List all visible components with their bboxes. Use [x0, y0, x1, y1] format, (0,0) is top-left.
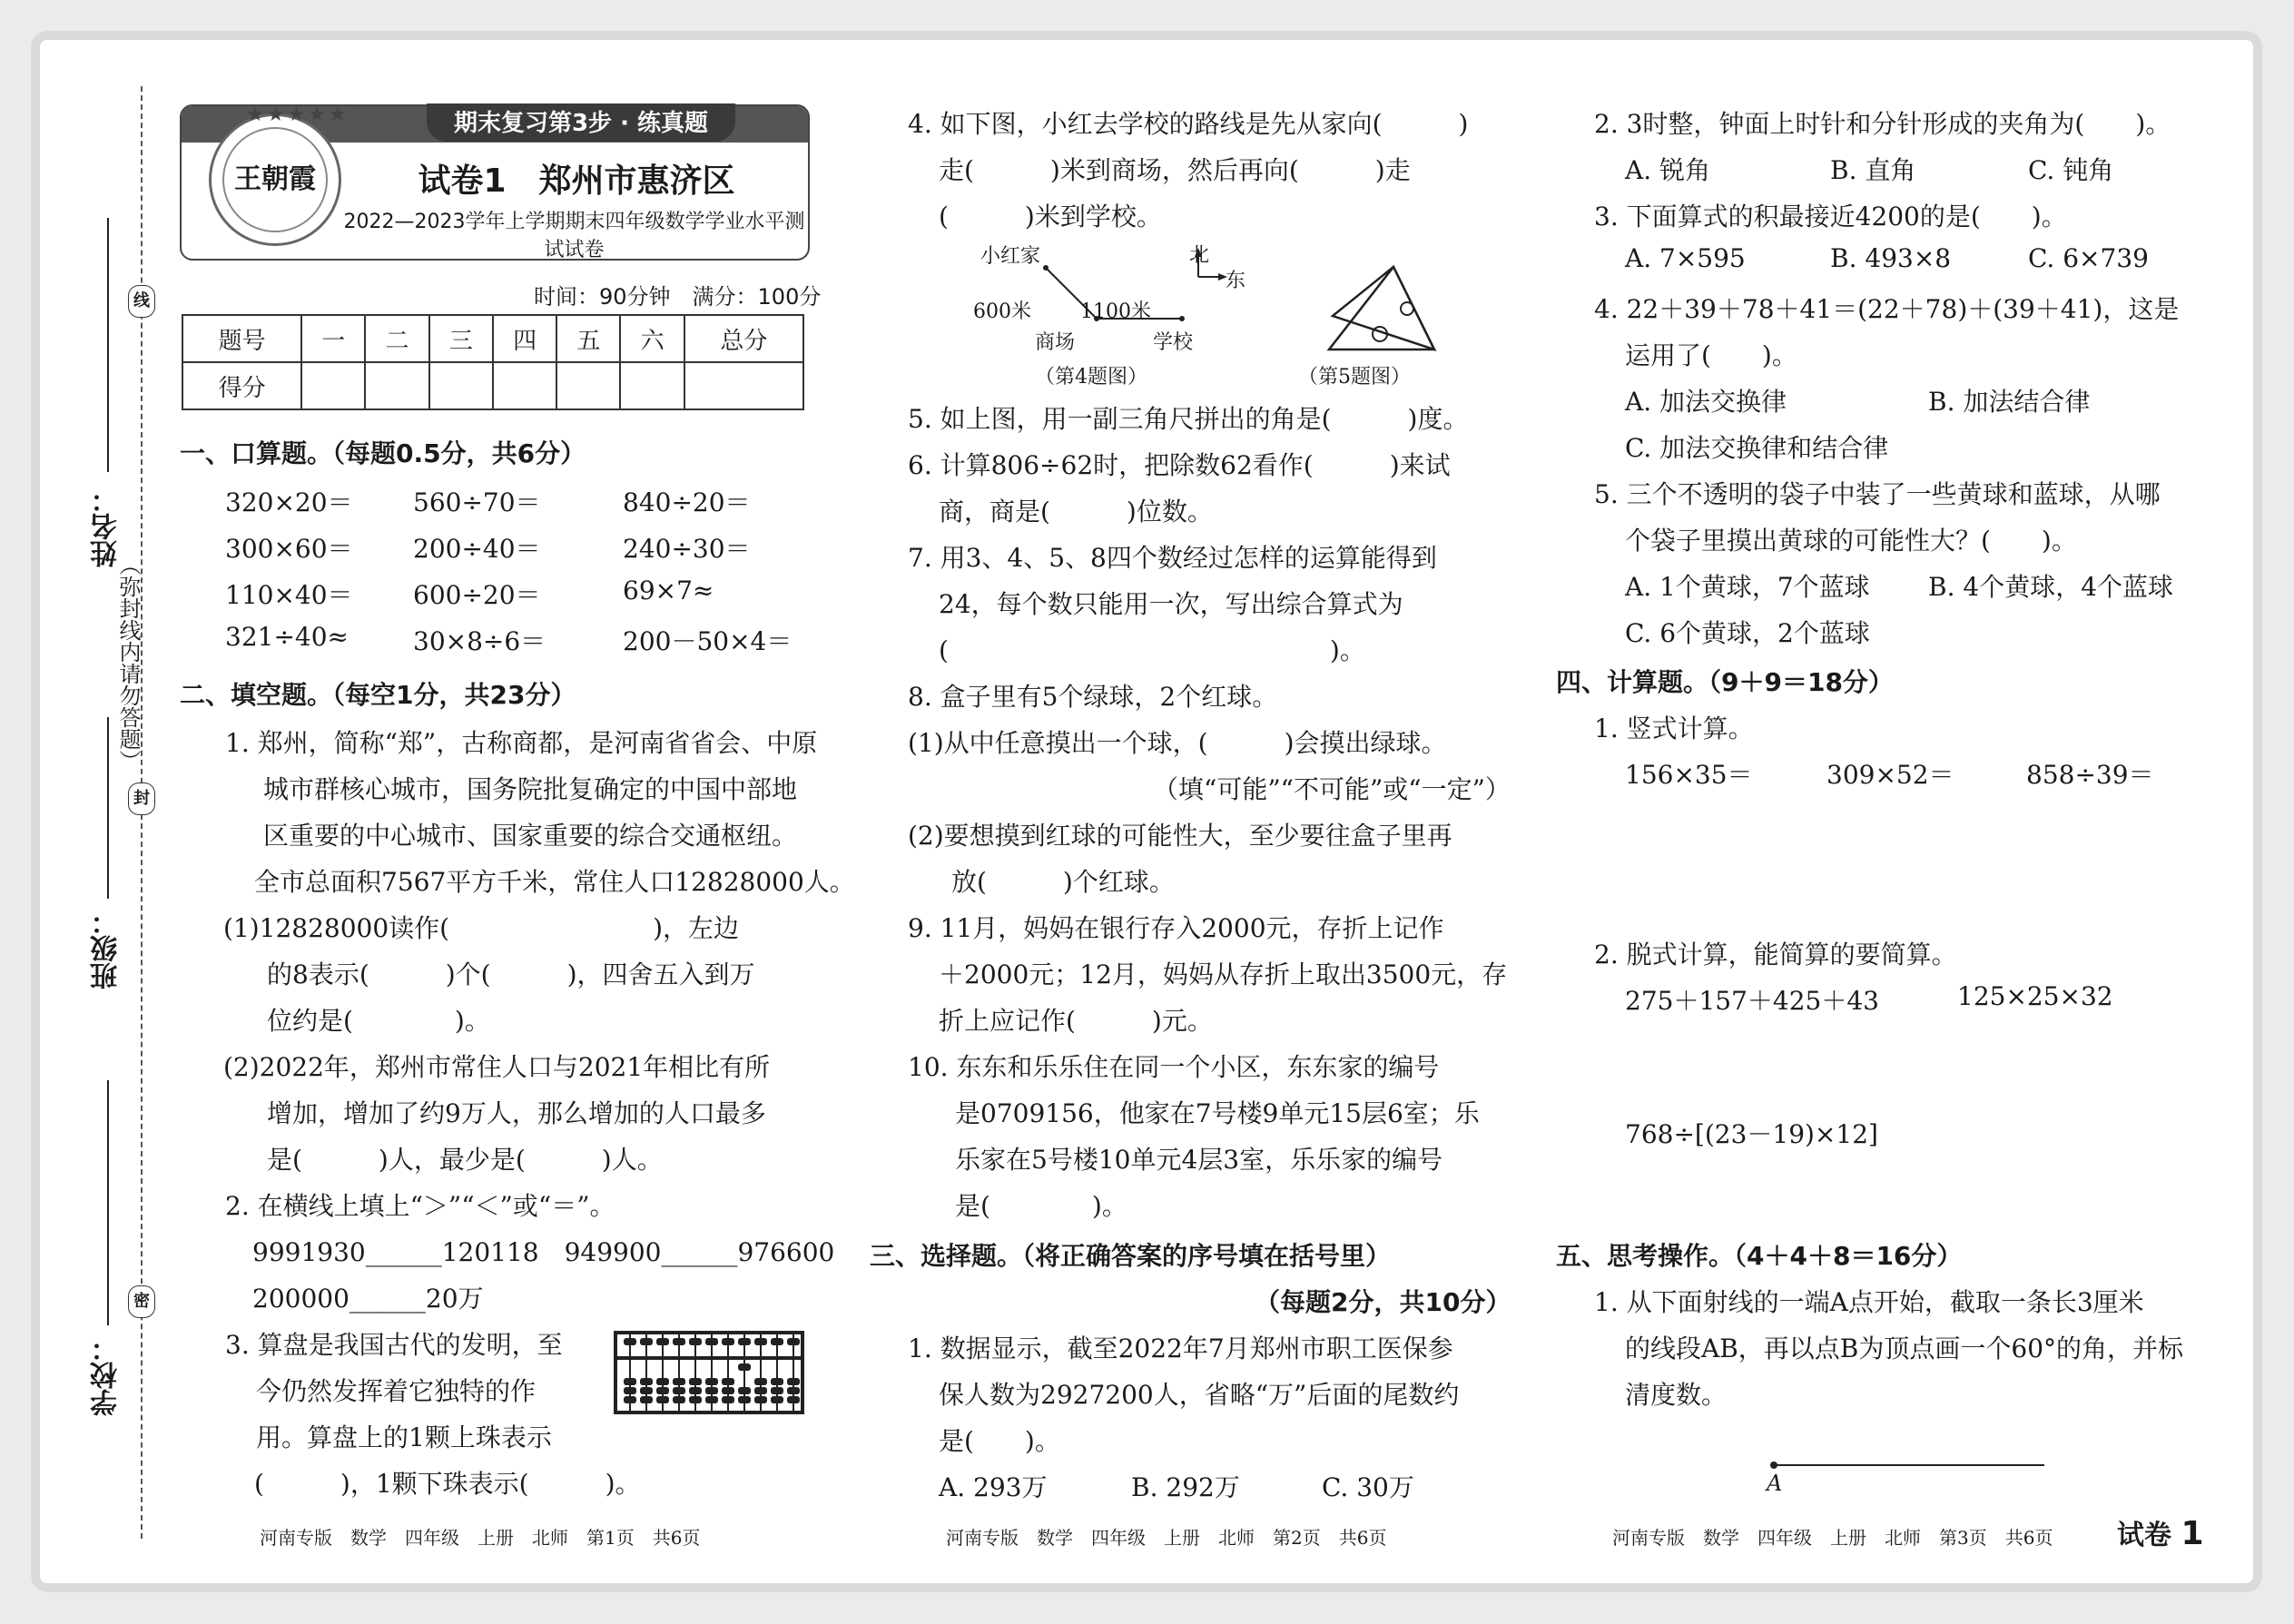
oral-item: 600÷20＝ — [413, 580, 541, 610]
name-blank[interactable] — [107, 218, 109, 472]
calc-item: 275＋157＋425＋43 — [1625, 986, 1879, 1016]
question-text: 城市群核心城市，国务院批复确定的中国中部地 — [263, 774, 798, 804]
question-text: 9. 11月，妈妈在银行存入2000元，存折上记作 — [908, 913, 1444, 943]
time-info: 时间：90分钟 满分：100分 — [534, 284, 822, 310]
choice-option: A. 7×595 — [1625, 243, 1746, 273]
question-text: 区重要的中心城市、国家重要的综合交通枢纽。 — [263, 821, 798, 851]
question-text: 1. 从下面射线的一端A点开始，截取一条长3厘米 — [1594, 1287, 2144, 1317]
score-table — [182, 314, 804, 410]
seal-mark-xian: 线 — [128, 285, 155, 318]
question-text: 位约是( )。 — [267, 1006, 490, 1036]
name-label: 姓名： — [91, 486, 123, 567]
section-3-title: 三、选择题。（将正确答案的序号填在括号里） — [870, 1241, 1392, 1271]
figure-5-caption: （第5题图） — [1298, 366, 1411, 389]
question-text: ( )米到学校。 — [939, 202, 1162, 231]
label-distance-1: 600米 — [973, 300, 1031, 323]
score-row — [182, 362, 803, 409]
score-header-cell: 总分 — [684, 315, 803, 362]
calc-item: 858÷39＝ — [2026, 760, 2154, 790]
label-home: 小红家 — [980, 245, 1041, 268]
question-text: 是( )人，最少是( )人。 — [267, 1145, 663, 1175]
oral-item: 560÷70＝ — [413, 487, 541, 517]
score-header-cell: 三 — [429, 315, 493, 362]
oral-item: 200÷40＝ — [413, 534, 541, 564]
question-text: 1. 郑州，简称“郑”，古称商都，是河南省省会、中原 — [225, 728, 818, 758]
question-text: 是( )。 — [939, 1426, 1060, 1456]
seal-note: （弥封线内请勿答题） — [115, 554, 141, 772]
section-1-title: 一、口算题。（每题0.5分，共6分） — [180, 438, 586, 468]
question-text: 的8表示( )个( )，四舍五入到万 — [267, 960, 755, 989]
page-footer-3: 河南专版 数学 四年级 上册 北师 第3页 共6页 — [1612, 1527, 2053, 1549]
page-footer-1: 河南专版 数学 四年级 上册 北师 第1页 共6页 — [260, 1527, 701, 1549]
calc-item: 156×35＝ — [1625, 760, 1753, 790]
question-text: 2. 脱式计算，能简算的要简算。 — [1594, 940, 1957, 969]
question-text: 5. 三个不透明的袋子中装了一些黄球和蓝球，从哪 — [1594, 479, 2161, 509]
section-2-title: 二、填空题。（每空1分，共23分） — [180, 680, 576, 710]
section-3-score: （每题2分，共10分） — [1255, 1287, 1511, 1317]
question-text: 10. 东东和乐乐住在同一个小区，东东家的编号 — [908, 1052, 1440, 1082]
label-mall: 商场 — [1035, 331, 1076, 354]
oral-item: 110×40＝ — [225, 580, 353, 610]
publisher-seal — [209, 103, 350, 246]
question-text: 是( )。 — [955, 1191, 1127, 1221]
oral-item: 240÷30＝ — [623, 534, 751, 564]
score-header-cell: 六 — [620, 315, 684, 362]
question-text: 是0709156，他家在7号楼9单元15层6室；乐 — [955, 1098, 1480, 1128]
score-cell[interactable] — [365, 362, 428, 409]
seal-mark-mi: 密 — [128, 1285, 155, 1318]
question-text: 1. 竖式计算。 — [1594, 714, 1754, 743]
question-text: 6. 计算806÷62时，把除数62看作( )来试 — [908, 450, 1451, 480]
oral-item: 320×20＝ — [225, 487, 353, 517]
question-text: ＋2000元；12月，妈妈从存折上取出3500元，存 — [939, 960, 1508, 989]
badge-number: 1 — [2181, 1515, 2204, 1552]
choice-option: C. 钝角 — [2028, 155, 2114, 185]
question-text: 增加，增加了约9万人，那么增加的人口最多 — [267, 1098, 766, 1128]
set-squares-diagram — [1325, 263, 1443, 356]
score-cell[interactable] — [429, 362, 493, 409]
oral-item: 300×60＝ — [225, 534, 353, 564]
ray-diagram[interactable] — [1768, 1456, 2048, 1474]
choice-option: B. 加法结合律 — [1928, 387, 2091, 417]
question-text: 3. 下面算式的积最接近4200的是( )。 — [1594, 202, 2067, 231]
abacus-icon — [614, 1331, 804, 1414]
section-5-title: 五、思考操作。（4＋4＋8＝16分） — [1556, 1241, 1963, 1271]
figure-4-caption: （第4题图） — [1035, 366, 1147, 389]
choice-option: A. 加法交换律 — [1625, 387, 1787, 417]
choice-option: B. 292万 — [1131, 1472, 1240, 1502]
question-text: 8. 盒子里有5个绿球，2个红球。 — [908, 682, 1278, 712]
question-text: 5. 如上图，用一副三角尺拼出的角是( )度。 — [908, 404, 1469, 434]
score-cell[interactable] — [301, 362, 365, 409]
question-text: (2)2022年，郑州市常住人口与2021年相比有所 — [223, 1052, 771, 1082]
oral-item: 840÷20＝ — [623, 487, 751, 517]
choice-option: B. 493×8 — [1830, 243, 1952, 273]
school-label: 学校： — [91, 1334, 123, 1416]
question-text: 清度数。 — [1625, 1380, 1728, 1410]
question-text: 2. 在横线上填上“＞”“＜”或“＝”。 — [225, 1191, 615, 1221]
score-header-cell: 题号 — [182, 315, 301, 362]
class-label: 班级： — [91, 908, 123, 989]
question-text: 1. 数据显示，截至2022年7月郑州市职工医保参 — [908, 1334, 1453, 1363]
question-text: 200000______20万 — [252, 1284, 484, 1314]
label-distance-2: 1100米 — [1080, 300, 1151, 323]
score-cell[interactable] — [493, 362, 556, 409]
question-text: 全市总面积7567平方千米，常住人口12828000人。 — [254, 867, 855, 897]
oral-item: 69×7≈ — [623, 576, 714, 605]
calc-item: 768÷[(23－19)×12] — [1625, 1119, 1878, 1149]
score-header-cell: 一 — [301, 315, 365, 362]
publisher-logo: 王朝霞 — [222, 127, 328, 232]
question-text: 3. 算盘是我国古代的发明，至 — [225, 1330, 563, 1360]
oral-item: 200－50×4＝ — [623, 626, 793, 656]
question-text: 2. 3时整，钟面上时针和分针形成的夹角为( )。 — [1594, 109, 2171, 139]
class-blank[interactable] — [107, 717, 109, 899]
score-cell[interactable] — [684, 362, 803, 409]
exam-header — [180, 104, 810, 261]
question-text: 4. 如下图，小红去学校的路线是先从家向( ) — [908, 109, 1469, 139]
question-text: 保人数为2927200人，省略“万”后面的尾数约 — [939, 1380, 1460, 1410]
question-text: ( )。 — [939, 635, 1365, 665]
score-cell[interactable] — [556, 362, 620, 409]
exam-subtitle: 2022—2023学年上学期期末四年级数学学业水平测试试卷 — [343, 211, 805, 261]
question-text: (1)从中任意摸出一个球，( )会摸出绿球。 — [908, 728, 1447, 758]
question-text: (2)要想摸到红球的可能性大，至少要往盒子里再 — [908, 821, 1452, 851]
question-text: 运用了( )。 — [1625, 340, 1797, 370]
choice-option: C. 加法交换律和结合律 — [1625, 433, 1889, 463]
question-text: 今仍然发挥着它独特的作 — [256, 1376, 537, 1406]
choice-option: C. 30万 — [1322, 1472, 1414, 1502]
badge-text: 试卷 — [2117, 1520, 2171, 1551]
label-north: 北 — [1189, 244, 1210, 267]
score-header-cell: 二 — [365, 315, 428, 362]
page-footer-2: 河南专版 数学 四年级 上册 北师 第2页 共6页 — [946, 1527, 1387, 1549]
score-row-label: 得分 — [182, 362, 301, 409]
calc-item: 309×52＝ — [1826, 760, 1954, 790]
question-text: (1)12828000读作( )，左边 — [223, 913, 740, 943]
choice-option: C. 6×739 — [2028, 243, 2149, 273]
question-text: 24，每个数只能用一次，写出综合算式为 — [939, 589, 1403, 619]
choice-option: A. 锐角 — [1625, 155, 1711, 185]
choice-option: C. 6个黄球，2个蓝球 — [1625, 618, 1870, 648]
question-text: 7. 用3、4、5、8四个数经过怎样的运算能得到 — [908, 543, 1437, 573]
score-header-row — [182, 315, 803, 362]
calc-item: 125×25×32 — [1957, 981, 2113, 1011]
choice-option: A. 293万 — [939, 1472, 1048, 1502]
score-header-cell: 五 — [556, 315, 620, 362]
question-hint: （填“可能”“不可能”或“一定”） — [1153, 774, 1511, 804]
question-text: 折上应记作( )元。 — [939, 1006, 1213, 1036]
label-east: 东 — [1226, 270, 1246, 292]
oral-item: 321÷40≈ — [225, 622, 349, 652]
question-text: ( )，1颗下珠表示( )。 — [254, 1469, 641, 1499]
star-icons: ★★★★★ — [246, 103, 350, 126]
question-text: 个袋子里摸出黄球的可能性大？( )。 — [1625, 526, 2077, 556]
school-blank[interactable] — [107, 1080, 109, 1325]
seal-mark-feng: 封 — [128, 782, 155, 815]
choice-option: A. 1个黄球，7个蓝球 — [1625, 572, 1870, 602]
score-header-cell: 四 — [493, 315, 556, 362]
question-text: 4. 22＋39＋78＋41＝(22＋78)＋(39＋41)，这是 — [1594, 294, 2180, 324]
score-cell[interactable] — [620, 362, 684, 409]
question-text: 的线段AB，再以点B为顶点画一个60°的角，并标 — [1625, 1334, 2184, 1363]
section-4-title: 四、计算题。（9＋9＝18分） — [1556, 667, 1894, 697]
question-text: 9991930______120118 949900______976600 — [252, 1237, 835, 1267]
step-banner: 期末复习第3步 · 练真题 — [427, 103, 735, 142]
label-school: 学校 — [1153, 331, 1194, 354]
ray-label-a: A — [1767, 1471, 1783, 1496]
choice-option: B. 4个黄球，4个蓝球 — [1928, 572, 2174, 602]
question-text: 商，商是( )位数。 — [939, 497, 1213, 527]
choice-option: B. 直角 — [1830, 155, 1916, 185]
question-text: 放( )个红球。 — [951, 867, 1175, 897]
question-text: 用。算盘上的1颗上珠表示 — [256, 1422, 552, 1452]
question-text: 走( )米到商场，然后再向( )走 — [939, 155, 1411, 185]
question-text: 乐家在5号楼10单元4层3室，乐乐家的编号 — [955, 1145, 1443, 1175]
exam-title: 试卷1 郑州市惠济区 — [418, 162, 735, 200]
paper-badge — [2117, 1512, 2204, 1552]
oral-item: 30×8÷6＝ — [413, 626, 546, 656]
